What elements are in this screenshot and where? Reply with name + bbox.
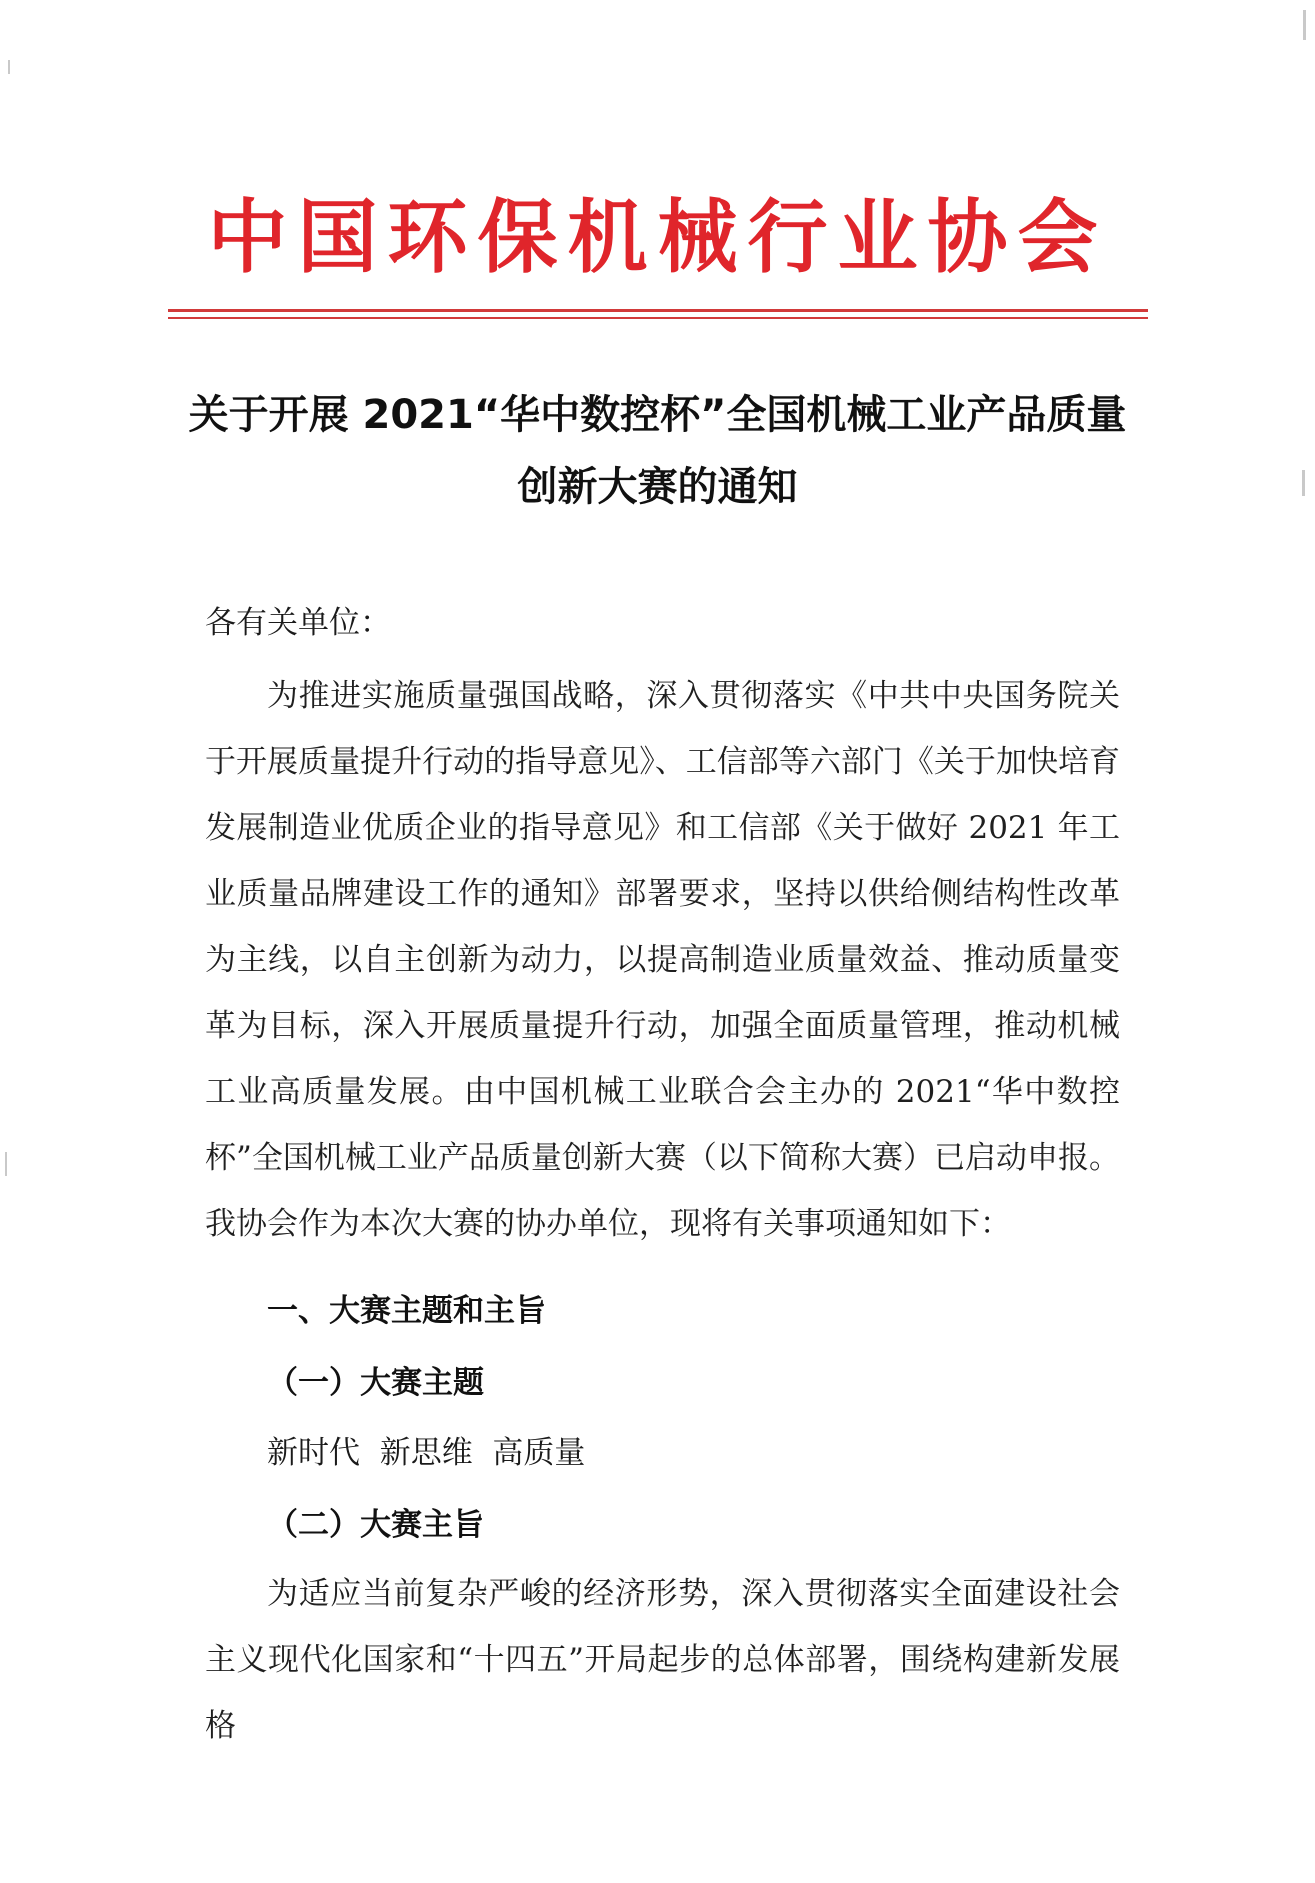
scan-artifact: [5, 1152, 7, 1176]
scan-artifact: [1303, 10, 1306, 40]
subsection-heading: （二）大赛主旨: [267, 1507, 484, 1543]
body-purpose: [205, 1561, 1120, 1759]
scan-artifact: [8, 60, 10, 74]
body-intro: [205, 663, 1120, 1257]
body-paragraph: 为适应当前复杂严峻的经济形势，深入贯彻落实全面建设社会主义现代化国家和“十四五”开局起步的总体部署，围绕构建新发展格: [205, 1576, 1120, 1744]
document-title-line2: 创新大赛的通知: [517, 464, 798, 510]
subsection-heading: （一）大赛主题: [267, 1365, 484, 1401]
theme-text: 新时代 新思维 高质量: [267, 1435, 586, 1471]
letterhead-rule-thick: [168, 309, 1148, 312]
section-heading: 一、大赛主题和主旨: [267, 1293, 546, 1329]
letterhead-title: 中国环保机械行业协会: [207, 191, 1108, 284]
document-title-line1: 关于开展 2021“华中数控杯”全国机械工业产品质量: [188, 392, 1127, 438]
salutation: 各有关单位：: [205, 605, 391, 641]
letterhead-rule-thin: [168, 317, 1148, 319]
body-paragraph: 为推进实施质量强国战略，深入贯彻落实《中共中央国务院关于开展质量提升行动的指导意见》、工信部等六部门《关于加快培育发展制造业优质企业的指导意见》和工信部《关于做好 2021 年工业质量品牌建设工作的通知》部署要求，坚持以供给侧结构性改革为主线，以自主创新为动力，以提高制造业质量效益、推动质量变革为目标，深入开展质量提升行动，加强全面质量管理，推动机械工业高质量发展。由中国机械工业联合会主办的 2021“华中数控杯”全国机械工业产品质量创新大赛（以下简称大赛）已启动申报。我协会作为本次大赛的协办单位，现将有关事项通知如下：: [205, 678, 1120, 1242]
